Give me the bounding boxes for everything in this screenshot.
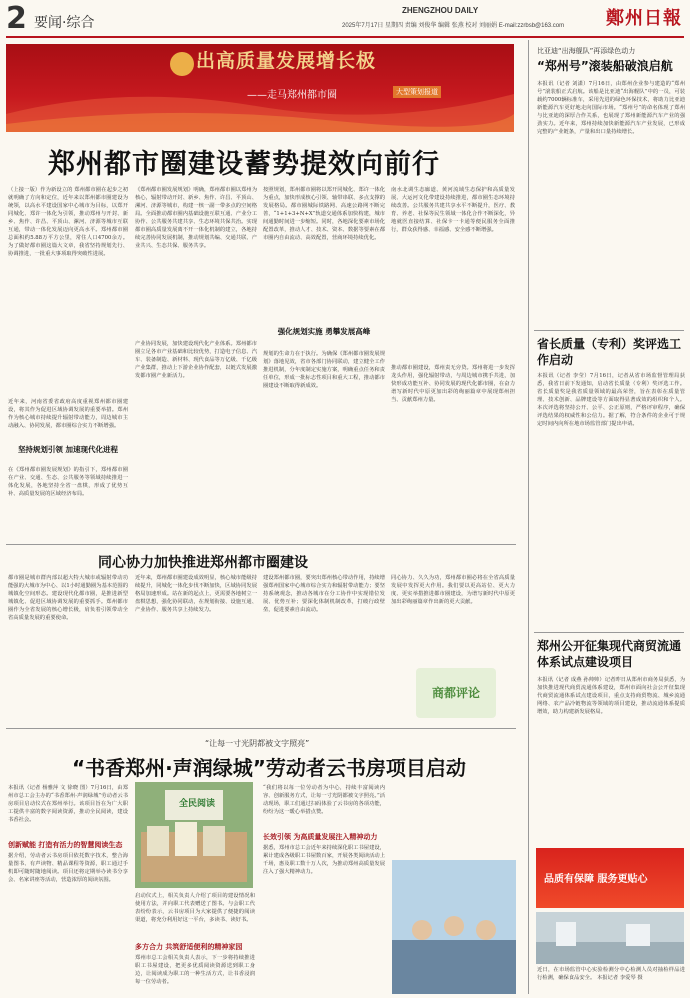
feature-col3: 按照规划，郑州都市圈将以郑开同城化、郑许一体化为重点，加快形成核心引领、轴带串联、多点支撑的发展格局。都市圈城际铁路网、高速公路网不断完善，“1+1+3+N+X”轨道交通体系加快构建，城市间通勤时间进一步缩短。同时，各地深化要素市场化配置改革，推动人才、技术、资本、数据等要素在都市圈内自由流动、高效配置，营商环境持续优化。 [263,187,385,241]
side-bot-body: 本报讯（记者 成燕 孙帅帅）记者昨日从郑州市商务局获悉，为加快推进现代商贸流通体系建设，郑州市面向社会公开征集现代商贸流通体系试点建设项目，重点支持商贸物流、城乡流通网络、农产品冷链物流等领域的项目建设，推动流通体系提质增效，助力构建新发展格局。 [537,677,685,715]
banner-subtitle: ——走马郑州都市圈 [247,90,337,101]
page-number: 2 [6,1,27,36]
ad-text: 品质有保障 服务更贴心 [544,874,648,885]
book-kicker: “让每一寸光阴都被文字照亮” [205,739,310,748]
book-col1: 本报讯（记者 杨雅萍 文 徐晓 图）7月16日，由郑州市总工会主办的“书香郑州·声润绿城”劳动者云书房项目启动仪式在郑州举行。该项目旨在为广大职工提供丰富的数字阅读资源，推动全民阅读，建设书香社会。 [8,785,128,823]
book-title: “书香郑州·声润绿城”劳动者云书房项目启动 [72,756,466,780]
banner-tag: 大型策划报道 [393,86,441,98]
commentary-col2: 近年来，郑州都市圈建设成效明显，核心城市能级持续提升，同城化一体化步伐不断加快，区域协同发展格局加速形成。站在新的起点上，更需要各地树立一盘棋思想，强化协同联动，在规划衔接、设施互通、产业协作、服务共享上持续发力。 [135,575,257,613]
feature-subhead-1: 坚持规划引领 加速现代化进程 [17,445,119,454]
newspaper-logo: 鄭州日報 [606,8,682,29]
book-col1b: 据介绍，劳动者云书房项目依托数字技术，整合海量图书、有声读物、精品课程等资源，职工通过手机即可随时随地阅读。项目还将定期举办读书分享会、名家讲座等活动，营造浓厚的阅读氛围。 [8,853,128,883]
commentary-col4: 同心协力、久久为功，郑州都市圈必将在全省高质量发展中发挥更大作用。我们要以更高站位、更大力度、更实举措推进都市圈建设，为谱写新时代中原更加出彩绚丽篇章作出新的更大贡献。 [391,575,515,605]
ad-box [536,848,684,908]
side-rule-2 [534,632,684,633]
book-subhead-1: 创新赋能 打造有活力的智慧阅读生态 [8,841,123,849]
commentary-col1: 都市圈是城市群内部以超大特大城市或辐射带动功能强的大城市为中心、以1小时通勤圈为基本范围的城镇化空间形态。建设现代化都市圈，是推进新型城镇化、促进区域协调发展的重要抓手。郑州都市圈作为全省发展的核心增长极，肩负着引领带动全省高质量发展的重要使命。 [8,575,128,621]
book-col2: 启动仪式上，相关负责人介绍了项目的建设情况和使用方法，并向职工代表赠送了图书。与会职工代表纷纷表示，云书房项目为大家提供了便捷的阅读渠道，将充分利用好这一平台，多读书、读好书。 [135,893,255,923]
book-photo [135,782,253,888]
book-col3b: 据悉，郑州市总工会近年来持续深化职工书屋建设，累计建成各级职工书屋数百家，开展各类阅读活动上千场，惠及职工数十万人次，为推动郑州高质量发展注入了强大精神动力。 [263,845,385,875]
photo-caption: 全民阅读 [179,799,216,809]
feature-col3b: 规划的生命力在于执行。为确保《郑州都市圈发展规划》落地见效，省市各部门协同联动，建立健全工作推进机制，分年度制定实施方案，明确重点任务和责任单位，形成一批标志性项目和重大工程，推动都市圈建设不断取得新成效。 [263,351,385,389]
lab-photo-illustration [536,912,684,964]
section-rule-2 [6,728,516,729]
commentary-badge-box [416,668,496,718]
side-top-body: 本报讯（记者 刘潇）7月16日，由郑州企业参与建造的“郑州号”滚装船正式启航。该船是比亚迪“出海舰队”中的一员，可装载约7000辆标准车，采用先进的绿色环保技术，将助力比亚迪新能源汽车更好地走向国际市场。“郑州号”的命名体现了郑州与比亚迪的深厚合作关系，也展现了郑州新能源汽车产业的强劲实力。近年来，郑州持续加快新能源汽车产业发展，已形成完整的产业链条，产量和出口量持续增长。 [537,81,685,135]
side-bot-title: 郑州公开征集现代商贸流通体系试点建设项目 [537,639,682,669]
book-col2b: 郑州市总工会相关负责人表示，下一步将持续推进职工书屋建设，把更多优质阅读资源送到职工身边，让阅读成为职工的一种生活方式，让书香浸润每一位劳动者。 [135,955,255,985]
commentary-col3: 建设郑州都市圈，要突出郑州核心带动作用，持续增强郑州国家中心城市综合实力和辐射带动能力；要坚持系统观念，推动各城市在分工协作中实现错位发展、优势互补；要深化体制机制改革，打破行政壁垒，促进要素自由流动。 [263,575,385,613]
feature-col4b: 推动都市圈建设，郑州责无旁贷。郑州将进一步发挥龙头作用，强化辐射带动，与周边城市携手共进，加快形成功能互补、协同发展的现代化都市圈，在奋力谱写新时代中原更加出彩的绚丽篇章中展现郑州担当、贡献郑州力量。 [391,365,515,403]
feature-headline: 郑州都市圈建设蓄势提效向前行 [48,149,440,180]
book-subhead-3: 长效引领 为高质量发展注入精神动力 [263,833,378,841]
newspaper-english-title: ZHENGZHOU DAILY [402,6,479,15]
book-col3: “我们将以每一位劳动者为中心，持续丰富阅读内容、创新服务方式，让每一寸光阴都被文字照亮。”活动现场，职工们通过扫码体验了云书房的各项功能，纷纷为这一暖心举措点赞。 [263,785,385,815]
lab-photo-caption: 近日，在市场监管中心实验检测分中心检测人员对抽检样品进行检测，确保食品安全。 本报记者 李爱琴 摄 [537,967,685,981]
commentary-badge: 商都评论 [431,686,480,700]
feature-col2b: 产业协同发展，加快建设现代化产业体系。郑州都市圈立足各市产业基础和比较优势，打造电子信息、汽车、装备制造、新材料、现代食品等万亿级、千亿级产业集群，推动上下游企业协作配套，以链式发展激发都市圈产业新活力。 [135,341,257,379]
commentary-title: 同心协力加快推进郑州都市圈建设 [98,555,308,571]
side-top-title: “郑州号”滚装船破浪启航 [537,59,673,73]
feature-col1c: 在《郑州都市圈发展规划》的指引下，郑州都市圈在产业、交通、生态、公共服务等领域持续推进一体化发展，各地坚持全省一盘棋，形成了优势互补、高质量发展的区域经济布局。 [8,467,128,497]
feature-col2: 《郑州都市圈发展规划》明确，郑州都市圈以郑州为核心，辐射带动开封、新乡、焦作、许昌、平顶山、漯河、济源等城市，构建一核一副一带多点的空间格局。全面推动都市圈内基础设施互联互通、产业分工协作、公共服务共建共享、生态环境共保共治。实现都市圈高质量发展离不开一体化机制的建立，各地持续完善协同发展机制，推动规划共编、交通共联、产业共兴、生态共保、服务共享。 [135,187,257,249]
section-rule [6,544,516,545]
side-mid-title: 省长质量（专利）奖评选工作启动 [537,337,682,367]
book-subhead-2: 多方合力 共筑舒适便利的精神家园 [135,943,243,951]
feature-col1b: 近年来，河南省委省政府高度重视郑州都市圈建设，将其作为促进区域协调发展的重要举措。郑州作为核心城市持续提升辐射带动能力，周边城市主动融入、协同发展，都市圈综合实力不断增强。 [8,399,128,429]
header-rule [6,36,684,38]
workers-photo-illustration [392,860,516,994]
side-rule-1 [534,330,684,331]
section-name: 要闻·综合 [34,15,95,31]
column-divider [528,40,529,994]
side-mid-body: 本报讯（记者 李莹）7月16日，记者从省市场监督管理局获悉，我省日前下发通知，启动省长质量（专利）奖评选工作。省长质量奖是我省质量领域的最高荣誉，旨在表彰在质量管理、技术创新、品牌建设等方面取得显著成效的组织和个人。本次评选将坚持公开、公平、公正原则，严格评审程序，确保评选结果的权威性和公信力。据了解，符合条件的企业可于规定时间内向所在地市场监管部门提出申请。 [537,373,685,427]
banner-title: 出高质量发展增长极 [196,50,377,72]
lab-photo [536,912,684,964]
issue-info: 2025年7月17日 星期四 责编 刘俊华 编辑 张燕 校对 刘丽娟 E-mail:zzrbsb@163.com [342,23,565,29]
feature-subhead-2: 强化规划实施 勇攀发展高峰 [277,327,371,336]
book-photo-2 [392,860,516,994]
feature-col1: （上接一版）作为新设立的 郑州都市圈在起步之初就明确了方向和定位，近年来以郑州都市圈建设为统领，以高水平建设国家中心城市为目标，以郑开同城化、郑许一体化为引领，推动郑州与开封、新乡、焦作、许昌、平顶山、漯河、济源等城市互联互通，带动一体化发展迈向更高水平。郑州都市圈总面积约5.88万平方公里，常住人口4700余万。为了做好都市圈这篇大文章，我省坚持规划先行、协调推进，一批重大事项取得突破性进展。 [8,187,128,257]
feature-col4: 南水北调生态廊道、黄河流域生态保护和高质量发展、大运河文化带建设持续推进，都市圈生态环境持续改善。公共服务共建共享水平不断提升，医疗、教育、养老、社保等民生领域一体化合作不断深化，异地就医直接结算、社保卡一卡通等便民服务全面推行，群众获得感、幸福感、安全感不断增强。 [391,187,515,233]
side-top-pretitle: 比亚迪“出海舰队”再添绿色动力 [537,47,636,55]
